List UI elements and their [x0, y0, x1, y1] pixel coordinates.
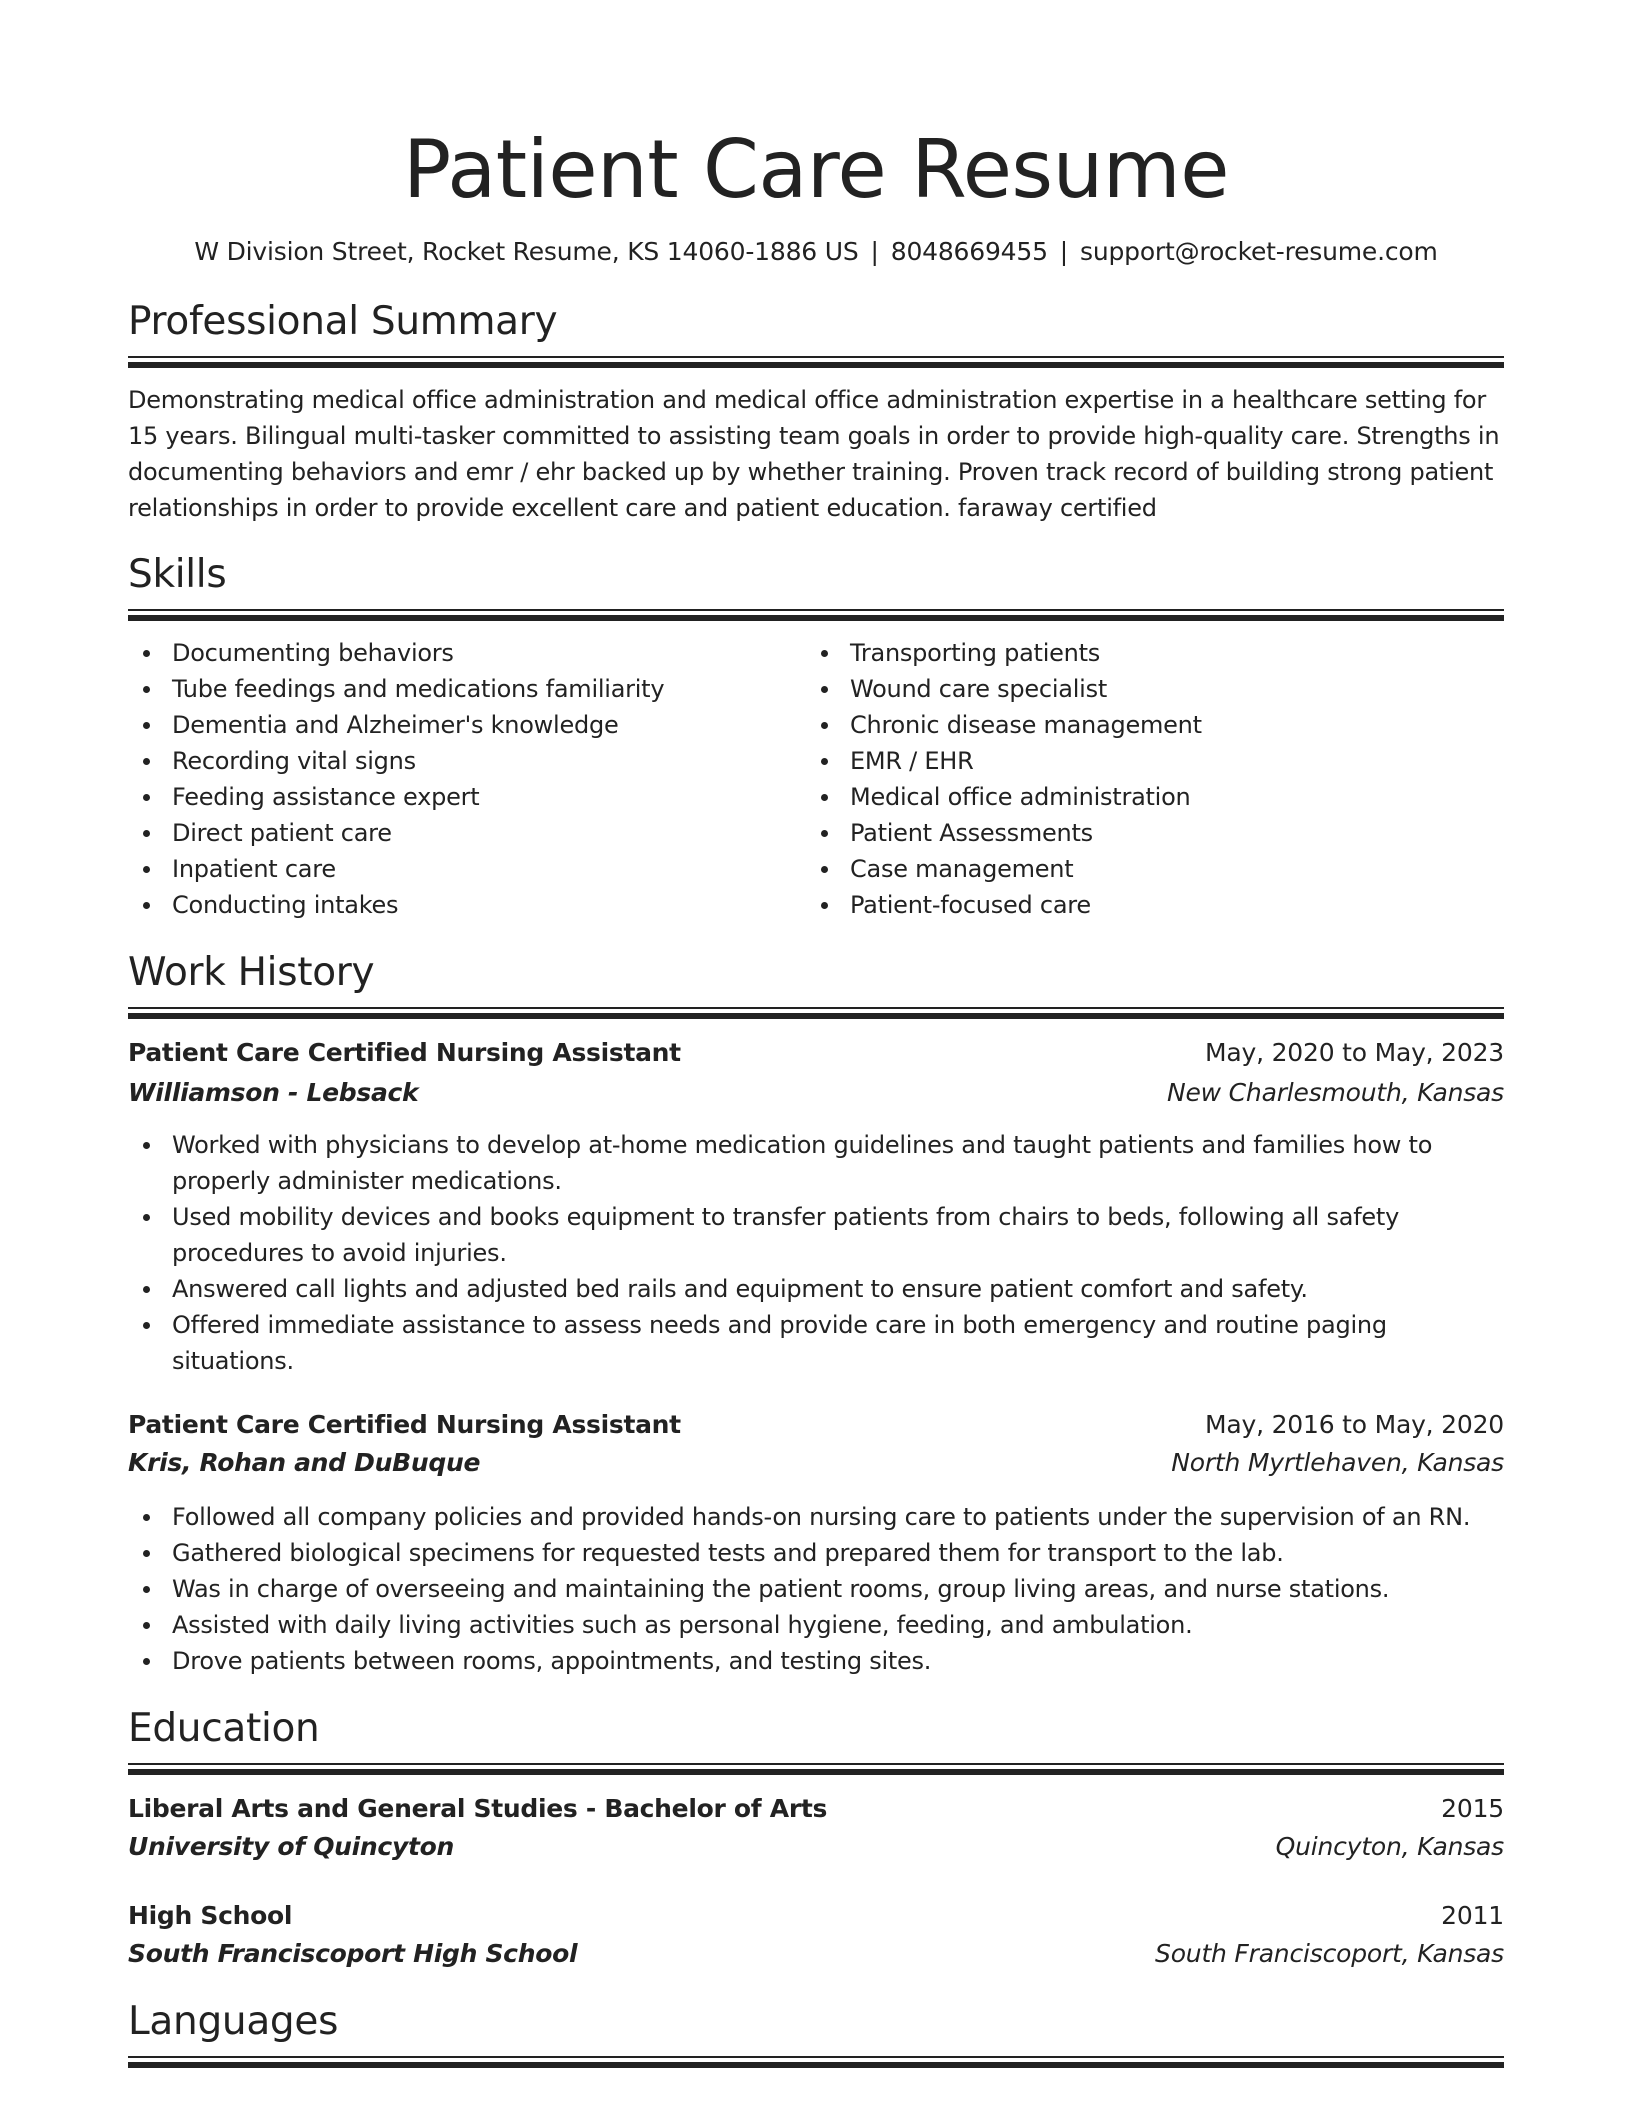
- school-name: South Franciscoport High School: [128, 1939, 578, 1968]
- skills-columns: [128, 635, 1504, 923]
- job-dates: May, 2020 to May, 2023: [1205, 1038, 1504, 1067]
- skills-left-column: [128, 635, 806, 923]
- job-bullets: [128, 1127, 1504, 1379]
- email-link[interactable]: support@rocket-resume.com: [1080, 237, 1438, 266]
- skill-item: Tube feedings and medications familiarity: [128, 671, 806, 707]
- skill-item: Conducting intakes: [128, 887, 806, 923]
- section-divider: [128, 2056, 1504, 2068]
- skill-item: Medical office administration: [806, 779, 1484, 815]
- graduation-year: 2015: [1441, 1794, 1504, 1823]
- education-header: [128, 1791, 1504, 1827]
- skill-item: Wound care specialist: [806, 671, 1484, 707]
- job-title: Patient Care Certified Nursing Assistant: [128, 1410, 681, 1439]
- job-entry: [128, 1035, 1504, 1379]
- school-location: Quincyton, Kansas: [1275, 1832, 1504, 1861]
- section-title-education: Education: [128, 1706, 320, 1751]
- contact-separator: |: [1059, 237, 1069, 266]
- skill-item: Patient-focused care: [806, 887, 1484, 923]
- resume-title: Patient Care Resume: [403, 123, 1229, 216]
- job-dates: May, 2016 to May, 2020: [1205, 1410, 1504, 1439]
- skill-item: Inpatient care: [128, 851, 806, 887]
- education-entry: [128, 1791, 1504, 1865]
- phone: 8048669455: [890, 237, 1048, 266]
- education-subheader: [128, 1936, 1504, 1972]
- skill-item: Direct patient care: [128, 815, 806, 851]
- section-title-skills: Skills: [128, 552, 227, 597]
- job-subheader: [128, 1075, 1504, 1111]
- contact-line: [128, 236, 1504, 268]
- company-name: Kris, Rohan and DuBuque: [128, 1448, 481, 1477]
- job-bullet: Gathered biological specimens for requested tests and prepared them for transport to the lab.: [128, 1535, 1504, 1571]
- address: W Division Street, Rocket Resume, KS 14060-1886 US: [194, 237, 859, 266]
- languages-section: [128, 1998, 1504, 2068]
- section-title-languages: Languages: [128, 1999, 339, 2044]
- skill-item: EMR / EHR: [806, 743, 1484, 779]
- job-bullet: Followed all company policies and provided hands-on nursing care to patients under the supervision of an RN.: [128, 1499, 1504, 1535]
- job-bullet: Drove patients between rooms, appointments, and testing sites.: [128, 1643, 1504, 1679]
- job-bullet: Worked with physicians to develop at-home medication guidelines and taught patients and families how to properly administer medications.: [128, 1127, 1504, 1199]
- section-title-work-history: Work History: [128, 950, 375, 995]
- summary-text: Demonstrating medical office administration and medical office administration expertise in a healthcare setting for 15 years. Bilingual multi-tasker committed to assisting team goals in order to provide high-quality care. Strengths in documenting behaviors and emr / ehr backed up by whether training. Proven track record of building strong patient relationships in order to provide excellent care and patient education. faraway certified: [128, 386, 1500, 522]
- work-history-section: [128, 949, 1504, 1679]
- job-bullet: Assisted with daily living activities such as personal hygiene, feeding, and ambulation.: [128, 1607, 1504, 1643]
- school-name: University of Quincyton: [128, 1832, 454, 1861]
- company-name: Williamson - Lebsack: [128, 1078, 419, 1107]
- skill-item: Feeding assistance expert: [128, 779, 806, 815]
- job-location: New Charlesmouth, Kansas: [1167, 1078, 1504, 1107]
- skill-item: Recording vital signs: [128, 743, 806, 779]
- skill-item: Chronic disease management: [806, 707, 1484, 743]
- skills-right-column: [806, 635, 1484, 923]
- section-divider: [128, 356, 1504, 368]
- education-entry: [128, 1898, 1504, 1972]
- job-header: [128, 1407, 1504, 1443]
- school-location: South Franciscoport, Kansas: [1155, 1939, 1504, 1968]
- education-header: [128, 1898, 1504, 1934]
- section-title-summary: Professional Summary: [128, 299, 558, 344]
- skill-item: Documenting behaviors: [128, 635, 806, 671]
- job-bullet: Used mobility devices and books equipment to transfer patients from chairs to beds, following all safety procedures to avoid injuries.: [128, 1199, 1504, 1271]
- graduation-year: 2011: [1441, 1901, 1504, 1930]
- contact-separator: |: [870, 237, 879, 266]
- job-bullet: Was in charge of overseeing and maintaining the patient rooms, group living areas, and nurse stations.: [128, 1571, 1504, 1607]
- job-subheader: [128, 1445, 1504, 1481]
- skill-item: Transporting patients: [806, 635, 1484, 671]
- summary-section: [128, 298, 1504, 526]
- section-divider: [128, 609, 1504, 621]
- section-divider: [128, 1007, 1504, 1019]
- degree: High School: [128, 1901, 293, 1930]
- education-section: [128, 1705, 1504, 1972]
- skill-item: Case management: [806, 851, 1484, 887]
- job-bullets: [128, 1499, 1504, 1679]
- skills-section: [128, 551, 1504, 923]
- job-bullet: Offered immediate assistance to assess needs and provide care in both emergency and routine paging situations.: [128, 1307, 1504, 1379]
- job-entry: [128, 1407, 1504, 1679]
- job-title: Patient Care Certified Nursing Assistant: [128, 1038, 681, 1067]
- education-subheader: [128, 1829, 1504, 1865]
- job-bullet: Answered call lights and adjusted bed rails and equipment to ensure patient comfort and safety.: [128, 1271, 1504, 1307]
- job-location: North Myrtlehaven, Kansas: [1171, 1448, 1504, 1477]
- resume-page: [128, 0, 1504, 2068]
- section-divider: [128, 1763, 1504, 1775]
- skill-item: Dementia and Alzheimer's knowledge: [128, 707, 806, 743]
- degree: Liberal Arts and General Studies - Bachelor of Arts: [128, 1794, 828, 1823]
- job-header: [128, 1035, 1504, 1071]
- skill-item: Patient Assessments: [806, 815, 1484, 851]
